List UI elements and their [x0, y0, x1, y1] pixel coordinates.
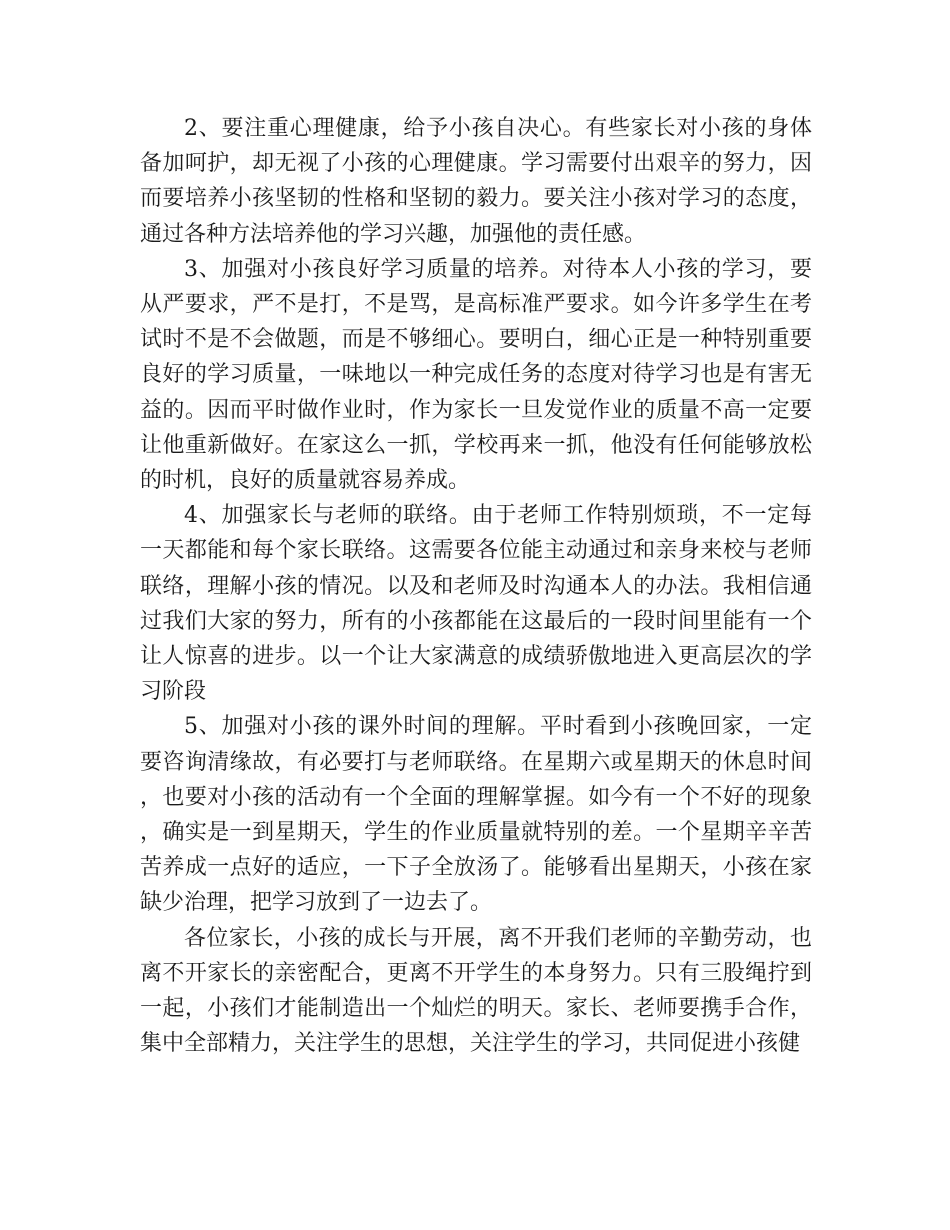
paragraph-teacher-contact: 4、加强家长与老师的联络。由于老师工作特别烦琐，不一定每一天都能和每个家长联络。这需要各位能主动通过和亲身来校与老师联络，理解小孩的情况。以及和老师及时沟通本人的办法。我相信通过我们大家的努力，所有的小孩都能在这最后的一段时间里能有一个让人惊喜的进步。以一个让大家满意的成绩骄傲地进入更高层次的学习阶段: [140, 503, 812, 705]
paragraph-study-quality: 3、加强对小孩良好学习质量的培养。对待本人小孩的学习，要从严要求，严不是打，不是骂，是高标准严要求。如今许多学生在考试时不是不会做题，而是不够细心。要明白，细心正是一种特别重要良好的学习质量，一味地以一种完成任务的态度对待学习也是有害无益的。因而平时做作业时，作为家长一旦发觉作业的质量不高一定要让他重新做好。在家这么一抓，学校再来一抓，他没有任何能够放松的时机，良好的质量就容易养成。: [140, 256, 812, 494]
paragraph-closing: 各位家长，小孩的成长与开展，离不开我们老师的辛勤劳动，也离不开家长的亲密配合，更离不开学生的本身努力。只有三股绳拧到一起，小孩们才能制造出一个灿烂的明天。家长、老师要携手合作，集中全部精力，关注学生的思想，关注学生的学习，共同促进小孩健: [140, 925, 812, 1057]
document-body: [140, 111, 812, 1061]
paragraph-mental-health: 2、要注重心理健康，给予小孩自决心。有些家长对小孩的身体备加呵护，却无视了小孩的心理健康。学习需要付出艰辛的努力，因而要培养小孩坚韧的性格和坚韧的毅力。要关注小孩对学习的态度，通过各种方法培养他的学习兴趣，加强他的责任感。: [140, 116, 812, 247]
paragraph-after-school-time: 5、加强对小孩的课外时间的理解。平时看到小孩晚回家，一定要咨询清缘故，有必要打与老师联络。在星期六或星期天的休息时间，也要对小孩的活动有一个全面的理解掌握。如今有一个不好的现象，确实是一到星期天，学生的作业质量就特别的差。一个星期辛辛苦苦养成一点好的适应，一下子全放汤了。能够看出星期天，小孩在家缺少治理，把学习放到了一边去了。: [140, 714, 812, 916]
